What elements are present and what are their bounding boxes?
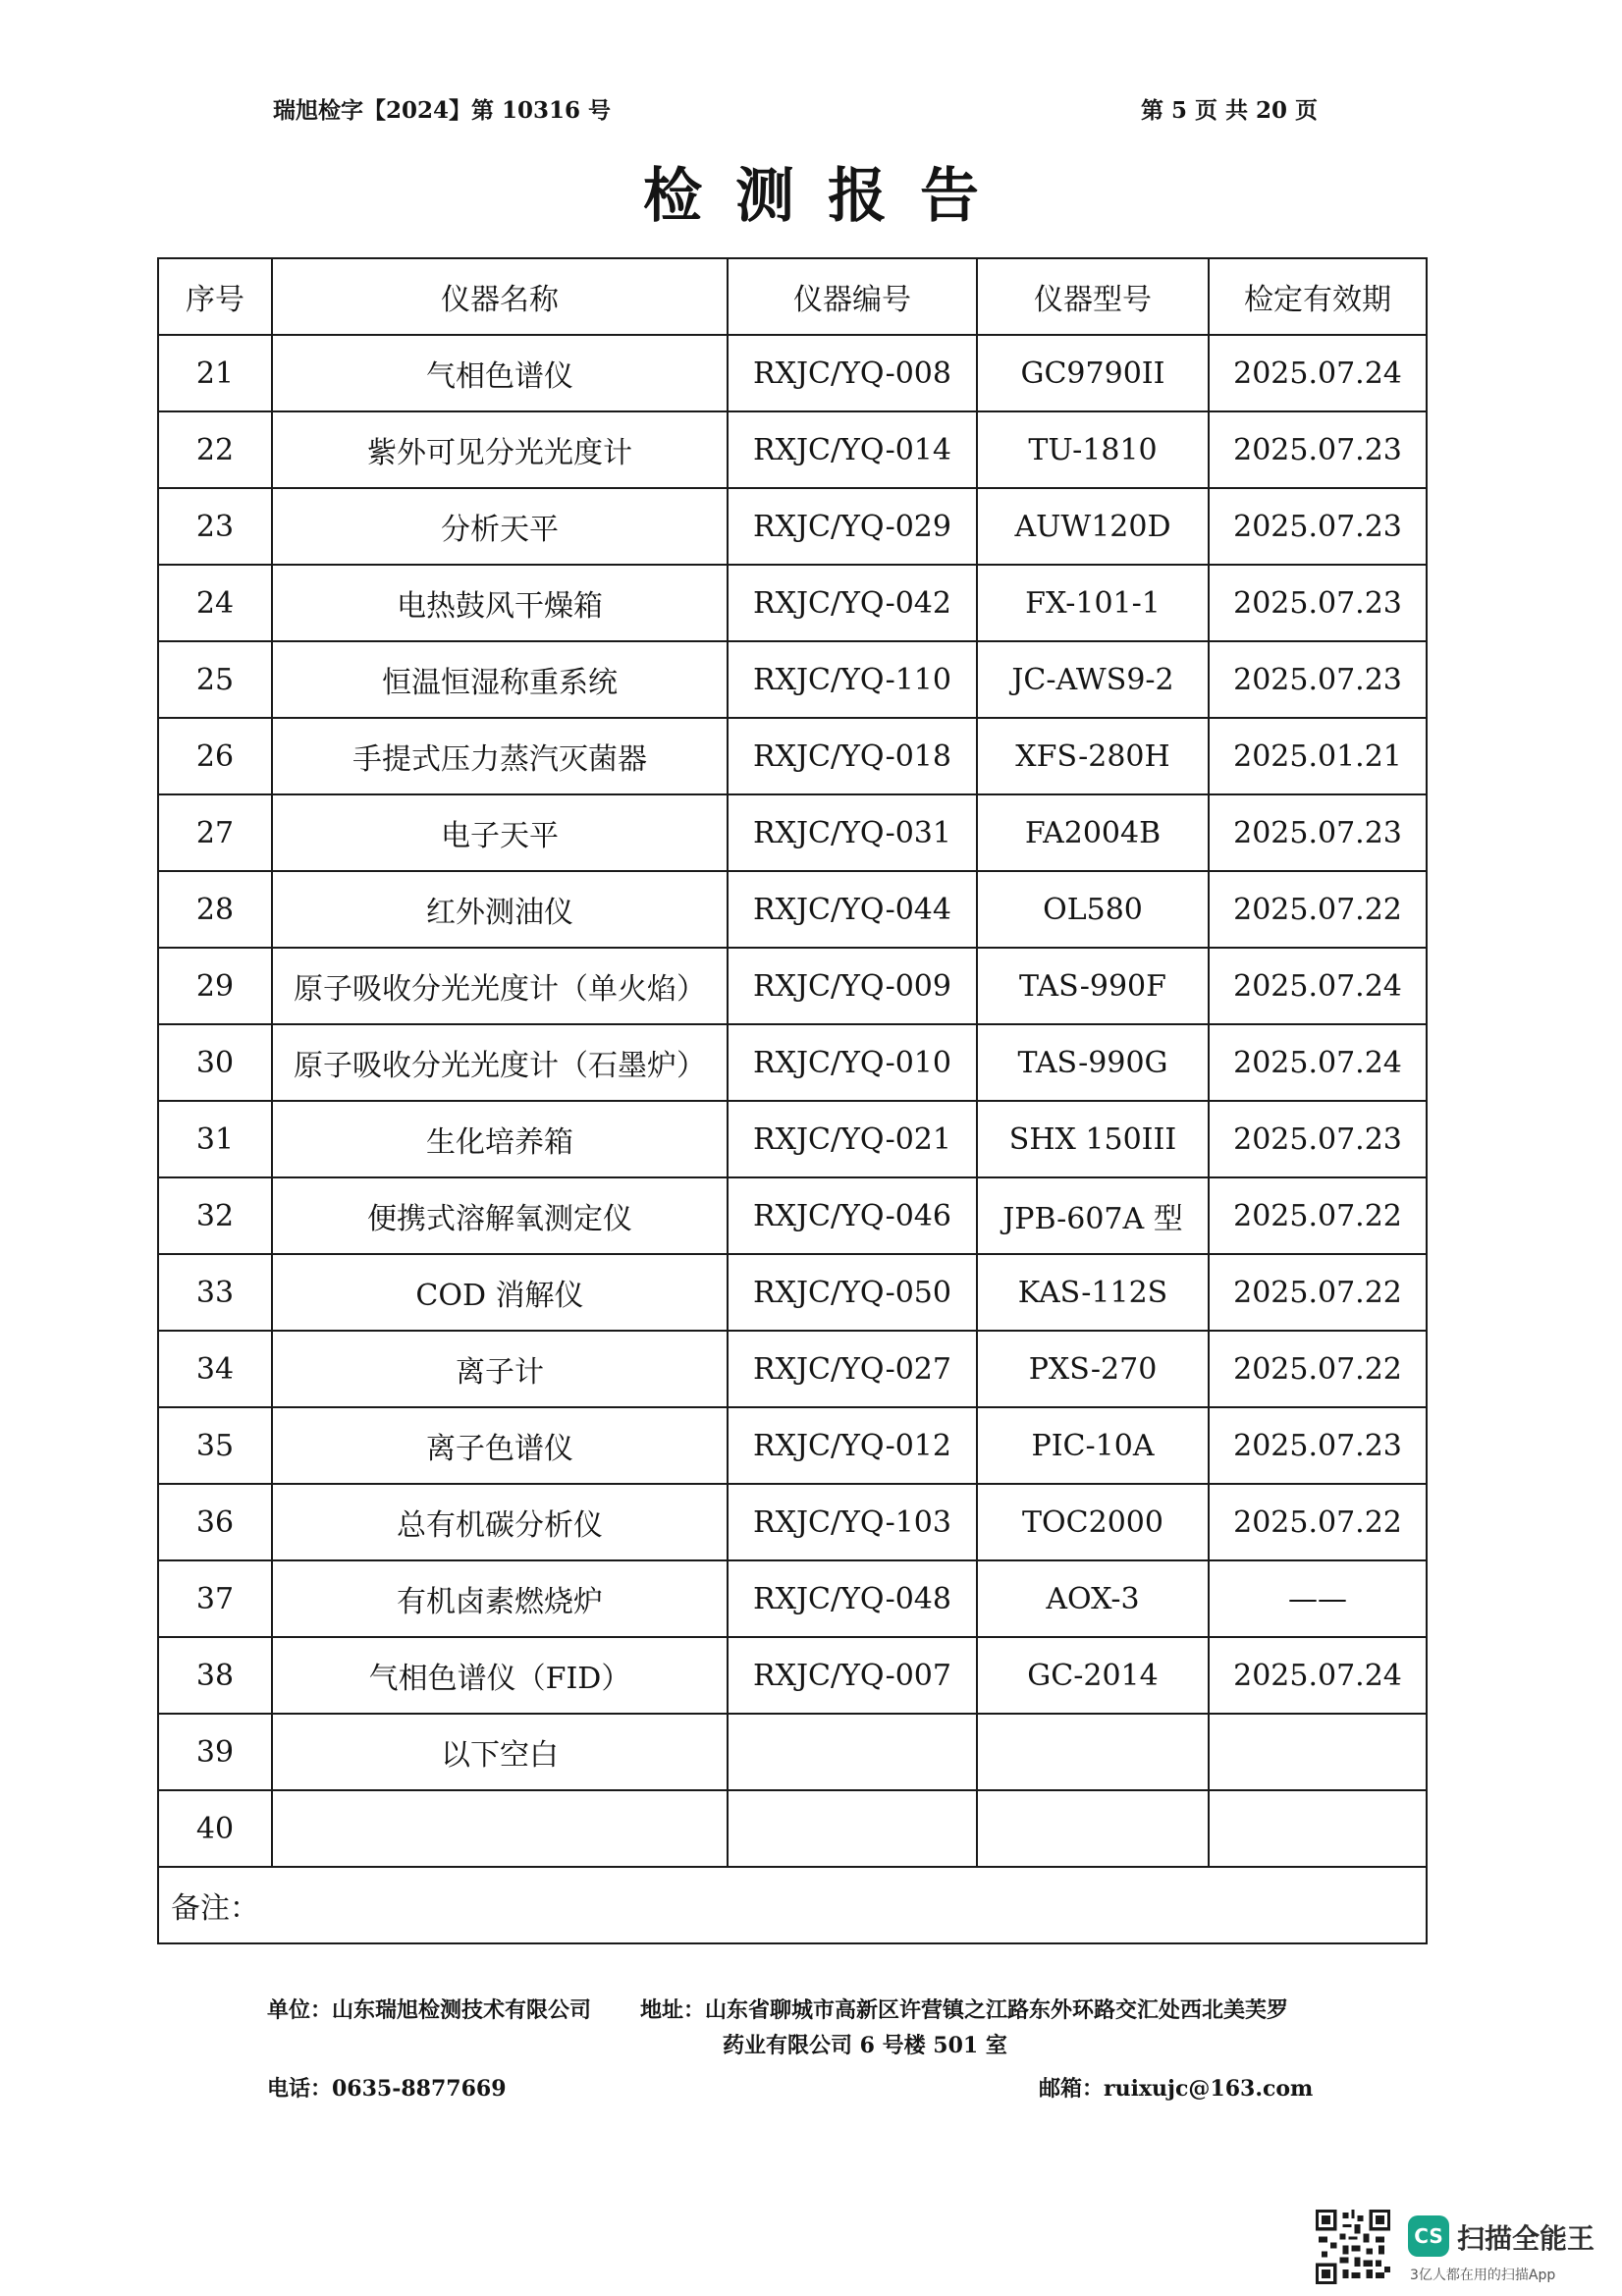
cell-index: 23 [158, 488, 272, 565]
cell-index: 37 [158, 1560, 272, 1637]
table-row [158, 565, 1427, 641]
cell-instrument-name: 手提式压力蒸汽灭菌器 [272, 718, 728, 794]
camscanner-name: 扫描全能王 [1457, 2222, 1595, 2255]
cell-index: 26 [158, 718, 272, 794]
cell-instrument-name: 离子计 [272, 1331, 728, 1407]
cell-instrument-name: 气相色谱仪（FID） [272, 1637, 728, 1714]
table-row [158, 488, 1427, 565]
cell-index: 36 [158, 1484, 272, 1560]
cell-instrument-model: TU-1810 [977, 411, 1209, 488]
cell-instrument-code: RXJC/YQ-008 [728, 335, 977, 411]
cell-instrument-name: 分析天平 [272, 488, 728, 565]
cell-instrument-model: TAS-990F [977, 948, 1209, 1024]
cell-instrument-code [728, 1790, 977, 1867]
cell-index: 25 [158, 641, 272, 718]
cell-index: 31 [158, 1101, 272, 1177]
cell-instrument-code: RXJC/YQ-021 [728, 1101, 977, 1177]
camscanner-tagline: 3亿人都在用的扫描App [1410, 2268, 1556, 2283]
cell-validity-date: 2025.07.22 [1209, 1254, 1427, 1331]
cell-index: 32 [158, 1177, 272, 1254]
cell-validity-date: 2025.07.23 [1209, 565, 1427, 641]
cell-validity-date: 2025.07.22 [1209, 871, 1427, 948]
cell-index: 39 [158, 1714, 272, 1790]
cell-validity-date: 2025.07.22 [1209, 1177, 1427, 1254]
cell-validity-date: 2025.07.23 [1209, 1407, 1427, 1484]
cell-validity-date: 2025.01.21 [1209, 718, 1427, 794]
cell-instrument-name: 原子吸收分光光度计（石墨炉） [272, 1024, 728, 1101]
cell-instrument-model: AOX-3 [977, 1560, 1209, 1637]
cell-instrument-code: RXJC/YQ-007 [728, 1637, 977, 1714]
cell-index: 35 [158, 1407, 272, 1484]
table-row [158, 1177, 1427, 1254]
cell-instrument-code: RXJC/YQ-050 [728, 1254, 977, 1331]
cell-instrument-name: 红外测油仪 [272, 871, 728, 948]
column-header-index: 序号 [158, 258, 272, 335]
cell-index: 28 [158, 871, 272, 948]
table-row [158, 335, 1427, 411]
qr-code-icon [1316, 2210, 1390, 2284]
cell-instrument-name: 以下空白 [272, 1714, 728, 1790]
column-header-code: 仪器编号 [728, 258, 977, 335]
remarks-cell: 备注： [158, 1867, 1427, 1943]
table-body [158, 335, 1427, 1943]
cell-instrument-code: RXJC/YQ-110 [728, 641, 977, 718]
cell-instrument-model: GC9790II [977, 335, 1209, 411]
cell-instrument-model: PXS-270 [977, 1331, 1209, 1407]
cell-instrument-name: 紫外可见分光光度计 [272, 411, 728, 488]
cell-instrument-code: RXJC/YQ-027 [728, 1331, 977, 1407]
cell-instrument-name: 原子吸收分光光度计（单火焰） [272, 948, 728, 1024]
cell-instrument-name: 恒温恒湿称重系统 [272, 641, 728, 718]
cell-validity-date: 2025.07.23 [1209, 794, 1427, 871]
table-header-row [158, 258, 1427, 335]
table-row [158, 948, 1427, 1024]
cell-instrument-name: 电热鼓风干燥箱 [272, 565, 728, 641]
column-header-model: 仪器型号 [977, 258, 1209, 335]
table-row [158, 871, 1427, 948]
remarks-row [158, 1867, 1427, 1943]
table-row [158, 1254, 1427, 1331]
cell-instrument-name: 电子天平 [272, 794, 728, 871]
scanner-watermark [1316, 2210, 1610, 2284]
cell-instrument-model: TAS-990G [977, 1024, 1209, 1101]
cell-instrument-code: RXJC/YQ-031 [728, 794, 977, 871]
cell-index: 22 [158, 411, 272, 488]
cell-instrument-model: XFS-280H [977, 718, 1209, 794]
cell-instrument-code: RXJC/YQ-012 [728, 1407, 977, 1484]
table-row [158, 411, 1427, 488]
table-row [158, 1560, 1427, 1637]
cell-instrument-model: SHX 150III [977, 1101, 1209, 1177]
cell-validity-date: 2025.07.23 [1209, 1101, 1427, 1177]
cell-instrument-code: RXJC/YQ-046 [728, 1177, 977, 1254]
cell-instrument-model: GC-2014 [977, 1637, 1209, 1714]
page-header [273, 88, 1318, 128]
cell-validity-date: 2025.07.24 [1209, 948, 1427, 1024]
cell-instrument-model: KAS-112S [977, 1254, 1209, 1331]
cell-instrument-name: 有机卤素燃烧炉 [272, 1560, 728, 1637]
cell-instrument-name: 总有机碳分析仪 [272, 1484, 728, 1560]
cell-instrument-code: RXJC/YQ-029 [728, 488, 977, 565]
footer-unit: 单位：山东瑞旭检测技术有限公司 [267, 1997, 592, 2023]
cell-instrument-model: FX-101-1 [977, 565, 1209, 641]
cell-instrument-name: COD 消解仪 [272, 1254, 728, 1331]
cell-index: 40 [158, 1790, 272, 1867]
cell-validity-date: —— [1209, 1560, 1427, 1637]
table-row [158, 1714, 1427, 1790]
cell-instrument-model: TOC2000 [977, 1484, 1209, 1560]
cell-instrument-model: OL580 [977, 871, 1209, 948]
cell-instrument-model [977, 1714, 1209, 1790]
cell-instrument-name: 便携式溶解氧测定仪 [272, 1177, 728, 1254]
table-row [158, 1484, 1427, 1560]
table-row [158, 1790, 1427, 1867]
cell-instrument-code: RXJC/YQ-042 [728, 565, 977, 641]
document-title: 检测报告 [643, 162, 1012, 231]
cell-validity-date: 2025.07.24 [1209, 1637, 1427, 1714]
cell-validity-date: 2025.07.23 [1209, 411, 1427, 488]
cell-instrument-model: AUW120D [977, 488, 1209, 565]
cell-instrument-name: 离子色谱仪 [272, 1407, 728, 1484]
cell-validity-date: 2025.07.24 [1209, 1024, 1427, 1101]
cell-instrument-model: JPB-607A 型 [977, 1177, 1209, 1254]
cell-instrument-model [977, 1790, 1209, 1867]
cell-index: 30 [158, 1024, 272, 1101]
footer-email: 邮箱：ruixujc@163.com [1039, 2076, 1314, 2102]
column-header-validity: 检定有效期 [1209, 258, 1427, 335]
cell-instrument-name: 气相色谱仪 [272, 335, 728, 411]
cell-index: 33 [158, 1254, 272, 1331]
cell-instrument-model: JC-AWS9-2 [977, 641, 1209, 718]
cell-index: 24 [158, 565, 272, 641]
cell-validity-date: 2025.07.23 [1209, 488, 1427, 565]
cell-validity-date [1209, 1714, 1427, 1790]
cell-instrument-name: 生化培养箱 [272, 1101, 728, 1177]
table-row [158, 794, 1427, 871]
cell-validity-date: 2025.07.24 [1209, 335, 1427, 411]
cell-index: 27 [158, 794, 272, 871]
cell-instrument-code [728, 1714, 977, 1790]
cell-validity-date: 2025.07.22 [1209, 1331, 1427, 1407]
cell-validity-date: 2025.07.23 [1209, 641, 1427, 718]
table-row [158, 1407, 1427, 1484]
cell-instrument-code: RXJC/YQ-018 [728, 718, 977, 794]
cell-instrument-code: RXJC/YQ-014 [728, 411, 977, 488]
cell-instrument-code: RXJC/YQ-010 [728, 1024, 977, 1101]
cell-index: 34 [158, 1331, 272, 1407]
table-row [158, 1637, 1427, 1714]
cell-instrument-code: RXJC/YQ-103 [728, 1484, 977, 1560]
instrument-table [157, 257, 1428, 1944]
cell-index: 21 [158, 335, 272, 411]
footer-phone: 电话：0635-8877669 [267, 2076, 507, 2102]
camscanner-logo-icon: CS [1408, 2215, 1449, 2257]
footer-address-line1: 地址：山东省聊城市高新区许营镇之江路东外环路交汇处西北美芙罗 [640, 1997, 1289, 2023]
cell-validity-date: 2025.07.22 [1209, 1484, 1427, 1560]
cell-validity-date [1209, 1790, 1427, 1867]
cell-instrument-model: PIC-10A [977, 1407, 1209, 1484]
cell-instrument-code: RXJC/YQ-048 [728, 1560, 977, 1637]
table-row [158, 1024, 1427, 1101]
cell-index: 38 [158, 1637, 272, 1714]
cell-instrument-model: FA2004B [977, 794, 1209, 871]
table-row [158, 1101, 1427, 1177]
table-row [158, 718, 1427, 794]
cell-instrument-code: RXJC/YQ-009 [728, 948, 977, 1024]
report-number: 瑞旭检字【2024】第 10316 号 [273, 97, 612, 124]
table-row [158, 1331, 1427, 1407]
table-row [158, 641, 1427, 718]
cell-index: 29 [158, 948, 272, 1024]
footer-address-line2: 药业有限公司 6 号楼 501 室 [723, 2033, 1007, 2058]
page-number: 第 5 页 共 20 页 [1140, 97, 1318, 124]
column-header-name: 仪器名称 [272, 258, 728, 335]
cell-instrument-name [272, 1790, 728, 1867]
cell-instrument-code: RXJC/YQ-044 [728, 871, 977, 948]
